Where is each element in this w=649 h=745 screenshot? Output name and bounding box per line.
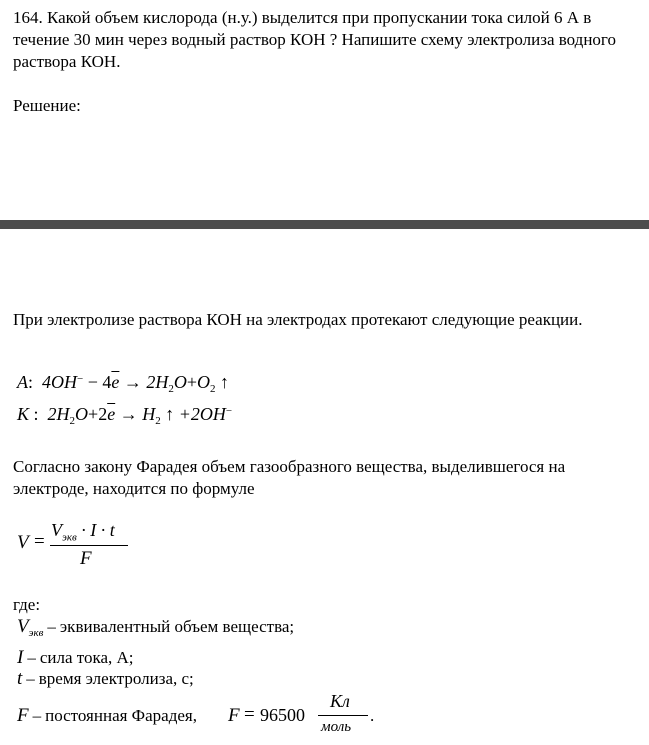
faraday-const-fraction-bar (318, 715, 368, 716)
def-dash: – (32, 706, 42, 725)
cathode-equation (17, 404, 232, 427)
cathode-label: K (17, 404, 30, 424)
cathode-reactant-o: O (75, 404, 89, 424)
formula-equals: = (34, 531, 45, 552)
cathode-reactant-sub: 2 (69, 415, 76, 427)
anode-product-oxygen-sub: 2 (210, 383, 216, 395)
formula-num-rest: · I · t (81, 520, 115, 540)
cathode-product-hydrogen: H (142, 404, 156, 424)
anode-electron-count: 4 (102, 372, 112, 392)
cathode-product-hydrogen-sub: 2 (155, 415, 161, 427)
cathode-plus: + (88, 404, 99, 424)
anode-reactant: 4OH (42, 372, 78, 392)
def-symbol: t (17, 668, 23, 689)
def-text: постоянная Фарадея, (45, 706, 197, 725)
def-dash: – (27, 648, 36, 667)
formula-num-v: V (51, 520, 62, 540)
def-symbol: I (17, 647, 24, 668)
anode-product-water: 2H (146, 372, 169, 392)
faraday-const-equals: = (244, 704, 255, 725)
anode-electron: $\overline{e}$ (111, 372, 120, 392)
section-divider (0, 220, 649, 229)
anode-product-water-sub: 2 (168, 383, 174, 395)
def-symbol: V (17, 616, 29, 637)
cathode-arrow: → (119, 404, 138, 424)
anode-equation (17, 372, 229, 395)
problem-statement: 164. Какой объем кислорода (н.у.) выделится при пропускании тока силой 6 А в течение 30 мин через водный раствор КОН ? Напишите схему электролиза водного раствора КОН. (13, 8, 616, 71)
formula-num-v-sub: экв (62, 531, 77, 544)
def-text: время электролиза, с; (38, 669, 194, 688)
faraday-const-value: 96500 (260, 705, 305, 725)
anode-product-oxygen: O (197, 372, 211, 392)
faraday-const-unit-num: Кл (330, 691, 350, 711)
anode-colon: : (28, 372, 34, 392)
def-dash: – (26, 669, 35, 688)
faraday-law-text: Согласно закону Фарадея объем газообразного вещества, выделившегося на электроде, находится по формуле (13, 457, 566, 498)
cathode-product-hydroxide-charge: − (225, 405, 233, 417)
formula-lhs: V (17, 532, 29, 553)
cathode-reactant: 2H (47, 404, 70, 424)
cathode-electron: $\overline{e}$ (107, 404, 116, 424)
anode-label: A (17, 372, 28, 392)
definition-veq (17, 616, 294, 639)
cathode-product-hydroxide: +2OH (178, 404, 226, 424)
anode-reactant-charge: − (77, 373, 84, 385)
anode-product-water-o: O (173, 372, 187, 392)
faraday-const-symbol: F (228, 705, 240, 726)
formula-fraction-bar (50, 545, 128, 546)
def-symbol: F (17, 705, 29, 726)
anode-plus: + (186, 372, 198, 392)
cathode-colon: : (33, 404, 39, 424)
gas-arrow-icon: ↑ (220, 372, 230, 392)
where-label: где: (13, 595, 41, 614)
anode-arrow: → (123, 372, 142, 392)
formula-numerator (51, 520, 115, 544)
faraday-const-period: . (370, 706, 375, 725)
formula-denominator: F (80, 548, 92, 569)
def-text: эквивалентный объем вещества; (59, 617, 295, 636)
definition-faraday (17, 705, 197, 727)
definition-current (17, 647, 134, 669)
faraday-const-unit-den: моль (321, 719, 352, 735)
intro-text: При электролизе раствора КОН на электродах протекают следующие реакции. (13, 310, 583, 329)
gas-arrow-icon: ↑ (165, 404, 175, 424)
cathode-electron-count: 2 (98, 404, 108, 424)
solution-label: Решение: (13, 96, 81, 115)
def-text: сила тока, А; (39, 648, 134, 667)
def-dash: – (47, 617, 56, 636)
def-symbol-sub: экв (28, 627, 44, 640)
anode-minus: − (87, 372, 98, 392)
definition-time (17, 668, 194, 690)
